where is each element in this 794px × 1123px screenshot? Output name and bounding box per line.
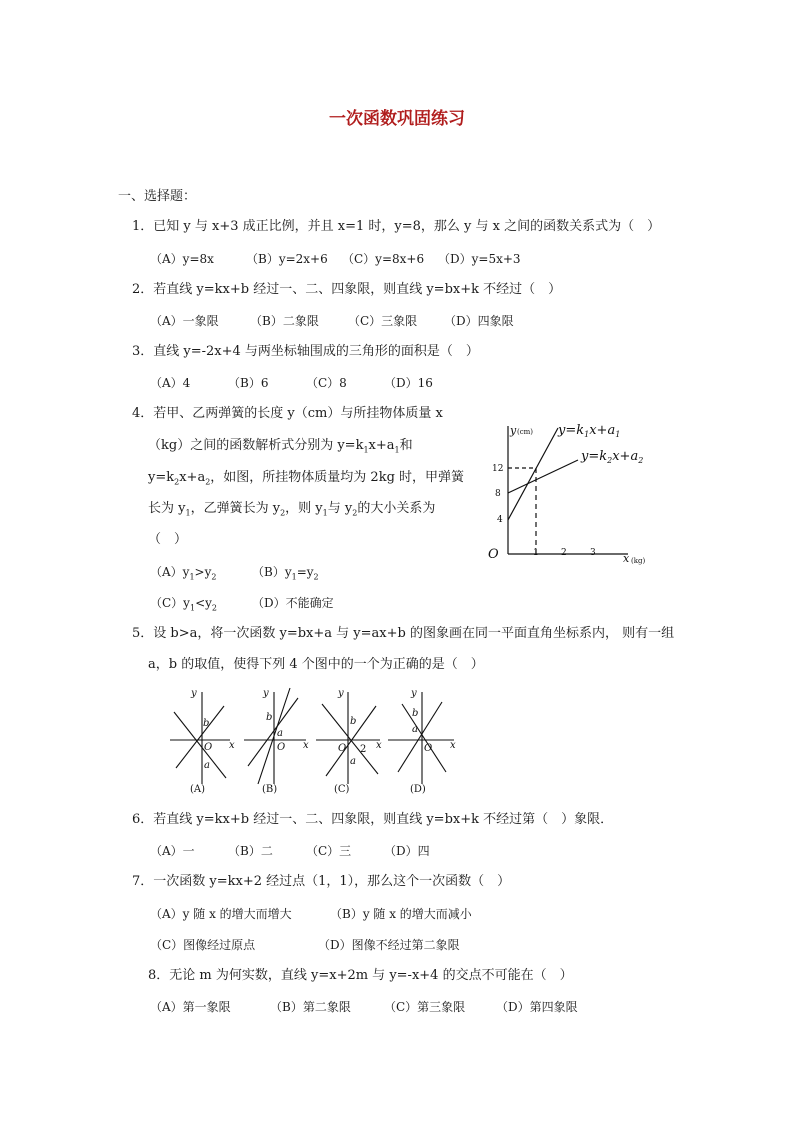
- line-2-label: $y=k_2x+a_2$: [581, 449, 644, 465]
- q4-opt-c2: <y: [195, 596, 212, 610]
- q4-opt-b: （B）y: [252, 565, 292, 579]
- question-7-option-c: （C）图像经过原点: [150, 938, 256, 952]
- question-8-option-c: （C）第三象限: [384, 1000, 466, 1014]
- q4-opt-a2: >y: [194, 565, 212, 579]
- graph-b-a: a: [277, 728, 283, 739]
- y-axis-label: y: [510, 424, 517, 437]
- question-3-option-c: （C）8: [306, 376, 347, 390]
- q4-line4-a: 长为 y: [148, 501, 186, 516]
- question-2-option-a: （A）一象限: [150, 314, 219, 328]
- graph-c: [316, 692, 380, 784]
- question-8-stem: 8．无论 m 为何实数，直线 y=x+2m 与 y=-x+4 的交点不可能在（ ）: [148, 968, 573, 983]
- graph-d-b: b: [412, 708, 419, 719]
- q4-line4-c: ，则 y: [285, 501, 323, 516]
- graph-c-caption: (C): [334, 784, 350, 795]
- q4-sub: 2: [211, 603, 217, 613]
- graph-a-y: y: [191, 688, 197, 699]
- graph-d: [388, 692, 454, 784]
- x-axis-unit: (kg): [631, 557, 646, 565]
- question-4-line-3: [148, 470, 464, 486]
- question-1-option-c: （C）y=8x+6: [342, 252, 425, 266]
- q4-sub: 2: [211, 572, 217, 582]
- question-4-option-a: [150, 564, 216, 580]
- page-title: 一次函数巩固练习: [329, 109, 465, 129]
- q4-sub: 1: [185, 508, 191, 518]
- question-3-option-a: （A）4: [150, 376, 191, 390]
- graph-b-b: b: [266, 712, 273, 723]
- q4-line2-b: x+a: [368, 438, 395, 453]
- graph-d-a: a: [412, 724, 418, 735]
- line-1-label: $y=k_1x+a_1$: [558, 423, 621, 439]
- question-6-option-a: （A）一: [150, 844, 195, 858]
- q4-opt-a: （A）y: [150, 565, 190, 579]
- question-5-line-2: a，b 的取值，使得下列 4 个图中的一个为正确的是（ ）: [148, 657, 484, 672]
- graph-a-caption: (A): [190, 784, 206, 795]
- q4-line4-d: 与 y: [327, 501, 353, 516]
- question-8-option-a: （A）第一象限: [150, 1000, 231, 1014]
- graph-b-y: y: [263, 688, 269, 699]
- q4-sub: 2: [313, 572, 319, 582]
- graph-b: [244, 688, 306, 784]
- q4-sub: 2: [174, 477, 180, 487]
- q4-opt-c: （C）y: [150, 596, 190, 610]
- graph-d-o: O: [424, 743, 433, 754]
- question-3-option-b: （B）6: [228, 376, 269, 390]
- q4-line4-b: ，乙弹簧长为 y: [190, 501, 281, 516]
- question-2-option-d: （D）四象限: [444, 314, 514, 328]
- question-7-option-a: （A）y 随 x 的增大而增大: [150, 907, 292, 921]
- graph-d-y: y: [411, 688, 417, 699]
- question-2-stem: 2．若直线 y=kx+b 经过一、二、四象限，则直线 y=bx+k 不经过（ ）: [132, 282, 562, 297]
- question-2-option-b: （B）二象限: [250, 314, 319, 328]
- q4-sub: 1: [322, 508, 328, 518]
- q4-sub: 1: [189, 603, 196, 613]
- question-5-line-1: 5．设 b>a，将一次函数 y=bx+a 与 y=ax+b 的图象画在同一平面直角坐标系内， 则有一组: [132, 626, 675, 641]
- x-axis-label: x: [623, 552, 630, 565]
- graph-c-2: 2: [360, 744, 367, 755]
- q4-sub: 1: [189, 572, 195, 582]
- y-axis-unit: (cm): [517, 428, 534, 436]
- graph-b-o: O: [277, 742, 286, 753]
- graph-c-x: x: [376, 740, 382, 751]
- q4-sub: 1: [291, 572, 297, 582]
- question-4-line-2: [148, 438, 413, 454]
- question-7-stem: 7．一次函数 y=kx+2 经过点（1，1），那么这个一次函数（ ）: [132, 874, 511, 889]
- q4-line2-a: （kg）之间的函数解析式分别为 y=k: [148, 438, 364, 453]
- question-7-option-b: （B）y 随 x 的增大而减小: [330, 907, 472, 921]
- graph-d-x: x: [450, 740, 456, 751]
- graph-c-y: y: [338, 688, 344, 699]
- graph-c-o: O: [338, 743, 347, 754]
- question-6-stem: 6．若直线 y=kx+b 经过一、二、四象限，则直线 y=bx+k 不经过第（ ）象限．: [132, 812, 614, 827]
- q4-sub: 2: [352, 508, 358, 518]
- graph-a-b: b: [203, 718, 210, 729]
- question-4-line-5: （ ）: [148, 532, 188, 547]
- q4-spring-graph: [478, 412, 658, 568]
- graph-c-a: a: [350, 756, 356, 767]
- line-2: [508, 460, 578, 493]
- q4-opt-b2: =y: [296, 565, 314, 579]
- q4-sub: 1: [363, 445, 369, 455]
- question-1-option-d: （D）y=5x+3: [438, 252, 521, 266]
- question-4-option-b: [252, 564, 319, 580]
- origin-label: O: [488, 547, 499, 562]
- graph-a-a: a: [204, 760, 210, 771]
- question-4-option-d: （D）不能确定: [252, 596, 334, 610]
- question-2-option-c: （C）三象限: [348, 314, 418, 328]
- graph-d-caption: (D): [410, 784, 426, 795]
- question-3-option-d: （D）16: [384, 376, 433, 390]
- q4-line4-e: 的大小关系为: [357, 501, 436, 516]
- q4-sub: 2: [205, 477, 211, 487]
- q5-graphs: [166, 684, 462, 796]
- question-4-option-c: [150, 595, 217, 611]
- y-tick-12: 12: [492, 464, 504, 474]
- question-4-line-1: 4．若甲、乙两弹簧的长度 y（cm）与所挂物体质量 x: [132, 406, 443, 421]
- question-7-option-d: （D）图像不经过第二象限: [318, 938, 460, 952]
- x-tick-3: 3: [590, 548, 596, 558]
- question-1-stem: 1．已知 y 与 x+3 成正比例，并且 x=1 时，y=8，那么 y 与 x 之间的函数关系式为（ ）: [132, 219, 661, 234]
- question-6-option-d: （D）四: [384, 844, 430, 858]
- x-tick-1: 1: [533, 548, 539, 558]
- question-1-option-b: （B）y=2x+6: [246, 252, 328, 266]
- section-heading: 一、选择题：: [118, 189, 197, 204]
- q4-line3-c: ，如图，所挂物体质量均为 2kg 时，甲弹簧: [210, 470, 465, 485]
- question-1-option-a: （A）y=8x: [150, 252, 214, 266]
- q4-sub: 1: [394, 445, 400, 455]
- graph-b-caption: (B): [262, 784, 278, 795]
- graph-a: [170, 692, 230, 784]
- line-1: [508, 428, 558, 520]
- q4-line3-a: y=k: [148, 470, 175, 485]
- question-4-line-4: [148, 501, 435, 517]
- graph-c-b: b: [350, 716, 357, 727]
- q4-line3-b: x+a: [179, 470, 206, 485]
- y-tick-4: 4: [497, 515, 503, 525]
- question-6-option-b: （B）二: [228, 844, 273, 858]
- y-tick-8: 8: [495, 489, 501, 499]
- question-3-stem: 3．直线 y=-2x+4 与两坐标轴围成的三角形的面积是（ ）: [132, 344, 479, 359]
- question-8-option-b: （B）第二象限: [270, 1000, 351, 1014]
- graph-a-o: O: [204, 742, 213, 753]
- graph-a-x: x: [229, 740, 235, 751]
- question-8-option-d: （D）第四象限: [496, 1000, 578, 1014]
- q4-sub: 2: [280, 508, 286, 518]
- q4-line2-c: 和: [399, 438, 413, 453]
- graph-b-x: x: [303, 740, 309, 751]
- question-6-option-c: （C）三: [306, 844, 352, 858]
- x-tick-2: 2: [561, 548, 567, 558]
